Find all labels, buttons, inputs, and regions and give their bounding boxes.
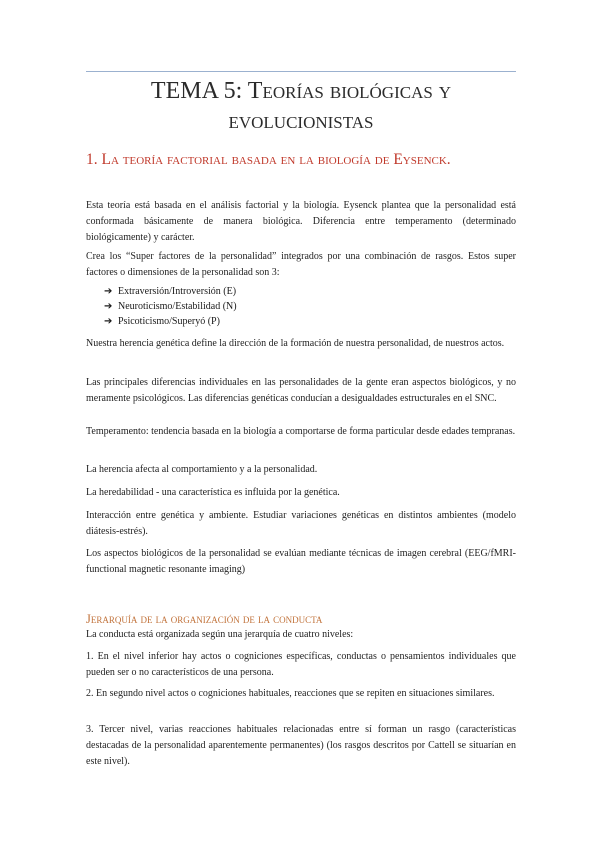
paragraph-10: La conducta está organizada según una jerarquía de cuatro niveles: [86, 629, 354, 640]
paragraph-11: 1. En el nivel inferior hay actos o cogniciones específicas, conductas o pensamientos individuales que pueden ser o no característicos de una persona. [86, 651, 516, 678]
paragraph-9: Los aspectos biológicos de la personalidad se evalúan mediante técnicas de imagen cerebral (EEG/fMRI-functional magnetic resonante imaging) [86, 548, 516, 575]
arrow-right-icon: ➔ [104, 286, 113, 297]
paragraph-12: 2. En segundo nivel actos o cogniciones habituales, reacciones que se repiten en situaciones similares. [86, 688, 495, 699]
paragraph-13: 3. Tercer nivel, varias reacciones habituales relacionadas entre sí forman un rasgo (características destacadas de la personalidad aparentemente permanentes) (los rasgos descritos por Cattell se situarían en este nivel). [86, 724, 516, 767]
paragraph-7: La heredabilidad - una característica es influida por la genética. [86, 487, 340, 498]
list-item: ➔ Neuroticismo/Estabilidad (N) [104, 301, 237, 312]
paragraph-1: Esta teoría está basada en el análisis factorial y la biología. Eysenck plantea que la personalidad está conformada básicamente de manera biológica. Diferencia entre temperamento (determinado biológicamente) y carácter. [86, 200, 516, 243]
title-line-2: evolucionistas [228, 108, 374, 134]
arrow-right-icon: ➔ [104, 301, 113, 312]
paragraph-3: Nuestra herencia genética define la dirección de la formación de nuestra personalidad, de nuestros actos. [86, 338, 505, 349]
list-item: ➔ Extraversión/Introversión (E) [104, 286, 237, 297]
title-top-rule [86, 71, 516, 72]
list-item: ➔ Psicoticismo/Superyó (P) [104, 316, 220, 327]
paragraph-4: Las principales diferencias individuales en las personalidades de la gente eran aspectos biológicos, y no meramente psicológicos. Las diferencias genéticas conducían a desigualdades estructurales en el SNC. [86, 377, 516, 404]
arrow-right-icon: ➔ [104, 316, 113, 327]
paragraph-8: Interacción entre genética y ambiente. Estudiar variaciones genéticas en distintos ambientes (modelo diátesis-estrés). [86, 510, 516, 537]
paragraph-6: La herencia afecta al comportamiento y a la personalidad. [86, 464, 318, 475]
superfactors-list [104, 284, 237, 329]
title-line-1: TEMA 5: Teorías biológicas y [150, 78, 452, 104]
paragraph-2: Crea los “Super factores de la personalidad” integrados por una combinación de rasgos. Estos super factores o dimensiones de la personalidad son 3: [86, 251, 516, 278]
section-1-heading: 1. La teoría factorial basada en la biología de Eysenck. [86, 151, 451, 168]
page-title [86, 76, 516, 136]
section-2-heading: Jerarquía de la organización de la conducta [86, 612, 323, 626]
paragraph-5: Temperamento: tendencia basada en la biología a comportarse de forma particular desde edades tempranas. [86, 426, 516, 437]
